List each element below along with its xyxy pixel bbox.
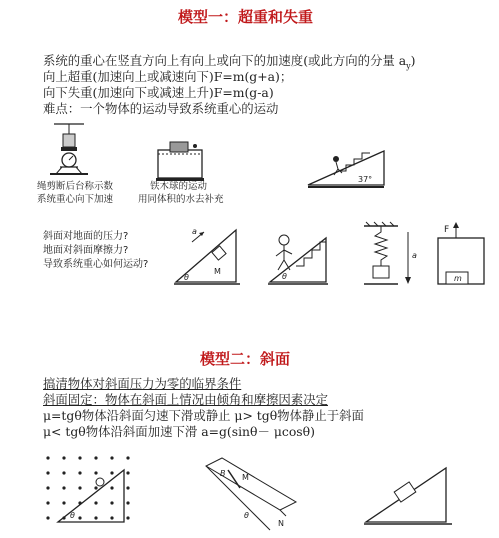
field-dot	[62, 501, 65, 504]
incline-M-label: M	[214, 267, 221, 276]
section1-subscript: y	[406, 61, 411, 71]
rail-B-label: B	[220, 469, 226, 478]
fig2-caption-2: 用同体积的水去补充	[138, 194, 224, 205]
section2-line-4: μ< tgθ物体沿斜面加速下滑 a=g(sinθ－ μcosθ)	[43, 424, 315, 439]
field-dot	[126, 501, 129, 504]
section1-line-3: 向下失重(加速向下或减速上升)F=m(g-a)	[43, 85, 274, 100]
stairs-theta-label: θ	[282, 272, 287, 281]
field-dot	[126, 456, 129, 459]
fig1-caption-1: 绳剪断后台称示数	[37, 181, 114, 192]
box-F-label: F	[444, 225, 450, 235]
incline-a-label: a	[192, 227, 197, 236]
field-dot	[46, 471, 49, 474]
section2-line-3: μ=tgθ物体沿斜面匀速下滑或静止 μ> tgθ物体静止于斜面	[43, 408, 364, 423]
field-dot	[62, 456, 65, 459]
field-dot	[62, 486, 65, 489]
lifted-box-figure	[432, 222, 492, 292]
field-dot	[126, 516, 129, 519]
scale-figure	[40, 120, 100, 180]
field-dot	[110, 456, 113, 459]
plain-incline-figure	[360, 462, 460, 532]
stairs-person-figure	[262, 222, 332, 292]
field-dot	[78, 486, 81, 489]
field-dot	[46, 486, 49, 489]
field-dot	[110, 486, 113, 489]
field-dot	[78, 456, 81, 459]
spring-mass-figure	[358, 222, 418, 292]
field-dot	[78, 516, 81, 519]
section2-line-1: 搞清物体对斜面压力为零的临界条件	[43, 376, 242, 391]
incline-block-figure	[170, 222, 250, 292]
field-dot	[78, 471, 81, 474]
field-dot	[94, 486, 97, 489]
field-dot	[46, 456, 49, 459]
rail-incline-figure	[200, 458, 300, 538]
field-dot	[46, 501, 49, 504]
box-m-label: m	[454, 274, 462, 283]
fig1-caption-2: 系统重心向下加速	[37, 194, 114, 205]
question-2: 地面对斜面摩擦力?	[43, 245, 129, 256]
field-dot	[110, 516, 113, 519]
field-dot	[110, 501, 113, 504]
field-dot	[94, 516, 97, 519]
field-dot	[62, 471, 65, 474]
rail-M-label: M	[242, 473, 249, 482]
question-3: 导致系统重心如何运动?	[43, 259, 149, 270]
section1-line-1-tail: )	[410, 53, 416, 68]
magnetic-theta-label: θ	[70, 511, 75, 520]
section1-title: 模型一：超重和失重	[178, 8, 314, 26]
section2-line-2: 斜面固定：物体在斜面上情况由倾角和摩擦因素决定	[43, 392, 328, 407]
staircase-figure	[298, 145, 388, 195]
rail-N-label: N	[278, 519, 284, 528]
fig2-caption-1: 铁木球的运动	[150, 181, 208, 192]
rail-theta-label: θ	[244, 511, 249, 520]
field-dot	[110, 471, 113, 474]
section2-title: 模型二：斜面	[200, 350, 291, 368]
field-dot	[46, 516, 49, 519]
field-dot	[126, 471, 129, 474]
magnetic-incline-figure	[40, 452, 150, 532]
section1-line-4: 难点：一个物体的运动导致系统重心的运动	[43, 101, 279, 116]
spring-a-label: a	[412, 251, 417, 260]
section1-line-2: 向上超重(加速向上或减速向下)F=m(g+a)；	[43, 69, 293, 84]
field-dot	[126, 486, 129, 489]
incline-theta-label: θ	[184, 273, 189, 282]
question-1: 斜面对地面的压力?	[43, 231, 129, 242]
field-dot	[94, 501, 97, 504]
angle-37-label: 37°	[358, 175, 373, 184]
field-dot	[94, 471, 97, 474]
field-dot	[94, 456, 97, 459]
section1-line-1-text: 系统的重心在竖直方向上有向上或向下的加速度(或此方向的分量 a	[43, 53, 407, 68]
